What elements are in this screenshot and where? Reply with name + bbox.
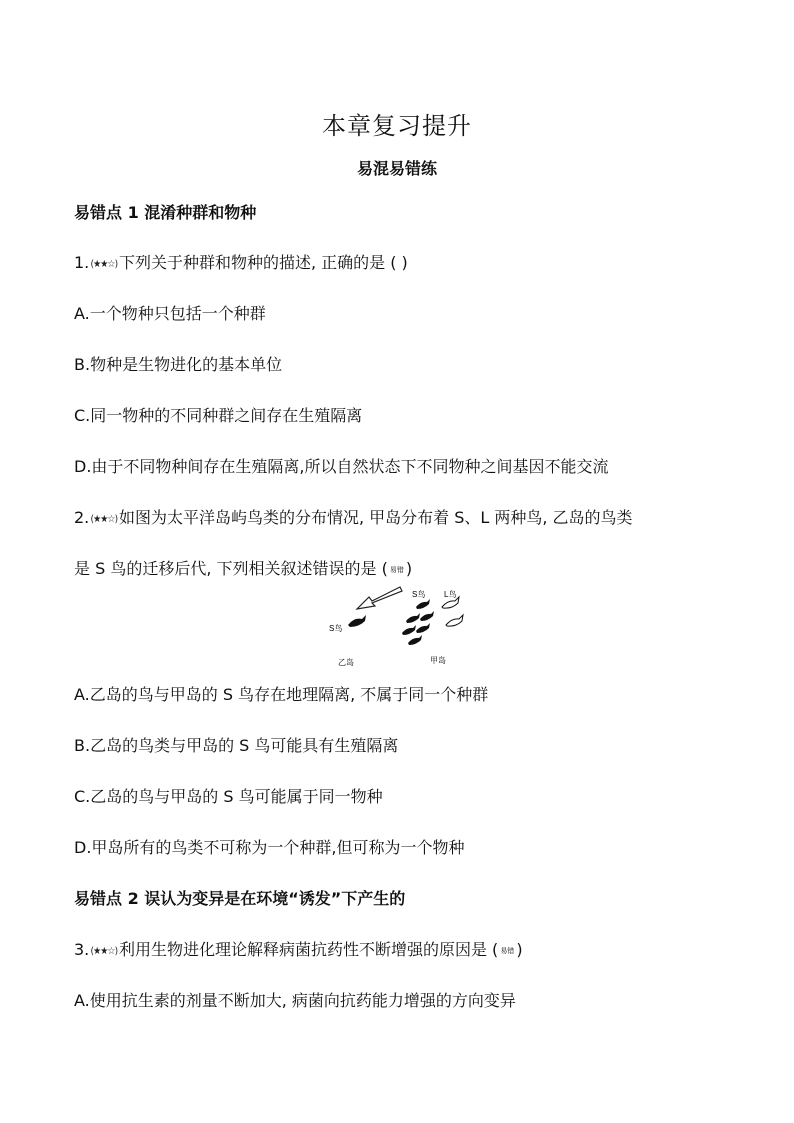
question-text-end: ) xyxy=(516,940,523,959)
bird-distribution-figure xyxy=(320,585,480,670)
label-s-bird-top: S鸟 xyxy=(412,590,426,599)
label-island-b: 乙岛 xyxy=(338,658,354,667)
section-heading-1: 易错点 1 混淆种群和物种 xyxy=(74,203,257,222)
question-text: 是 S 鸟的迁移后代, 下列相关叙述错误的是 ( xyxy=(74,559,388,578)
question-number: 2. xyxy=(74,508,90,527)
question-number: 1. xyxy=(74,253,90,272)
bird-icon xyxy=(442,597,463,626)
question-2-stem-line1 xyxy=(74,508,633,530)
option-a: A.使用抗生素的剂量不断加大, 病菌向抗药能力增强的方向变异 xyxy=(74,991,516,1010)
question-3-stem xyxy=(74,940,523,962)
option-d: D.由于不同物种间存在生殖隔离,所以自然状态下不同物种之间基因不能交流 xyxy=(74,457,609,476)
section-heading-2: 易错点 2 误认为变异是在环境“诱发”下产生的 xyxy=(74,889,406,908)
option-a: A.乙岛的鸟与甲岛的 S 鸟存在地理隔离, 不属于同一个种群 xyxy=(74,685,489,704)
label-l-bird: L鸟 xyxy=(444,590,457,599)
bird-distribution-svg xyxy=(320,585,480,670)
option-d: D.甲岛所有的鸟类不可称为一个种群,但可称为一个物种 xyxy=(74,838,465,857)
question-text: 如图为太平洋岛屿鸟类的分布情况, 甲岛分布着 S、L 两种鸟, 乙岛的鸟类 xyxy=(118,508,633,527)
question-text: 利用生物进化理论解释病菌抗药性不断增强的原因是 ( xyxy=(118,940,499,959)
question-number: 3. xyxy=(74,940,90,959)
option-a: A.一个物种只包括一个种群 xyxy=(74,304,266,323)
page-subtitle: 易混易错练 xyxy=(356,159,437,178)
question-1-stem xyxy=(74,253,408,275)
error-prone-tag: 易错 xyxy=(500,947,515,955)
bird-icon xyxy=(402,599,434,645)
difficulty-stars-icon: (★★☆) xyxy=(90,259,118,270)
difficulty-stars-icon: (★★☆) xyxy=(90,514,118,525)
question-2-stem-line2 xyxy=(74,559,412,580)
question-text-end: ) xyxy=(405,559,413,578)
difficulty-stars-icon: (★★☆) xyxy=(90,946,118,957)
migration-arrow-icon xyxy=(357,587,402,609)
bird-icon xyxy=(348,615,366,627)
option-b: B.乙岛的鸟类与甲岛的 S 鸟可能具有生殖隔离 xyxy=(74,736,399,755)
option-c: C.乙岛的鸟与甲岛的 S 鸟可能属于同一物种 xyxy=(74,787,383,806)
error-prone-tag: 易错 xyxy=(389,566,404,574)
option-b: B.物种是生物进化的基本单位 xyxy=(74,355,283,374)
label-s-bird-left: S鸟 xyxy=(329,624,343,633)
option-c: C.同一物种的不同种群之间存在生殖隔离 xyxy=(74,406,363,425)
page-title: 本章复习提升 xyxy=(322,112,472,140)
label-island-a: 甲岛 xyxy=(430,656,446,665)
question-text: 下列关于种群和物种的描述, 正确的是 ( ) xyxy=(118,253,408,272)
